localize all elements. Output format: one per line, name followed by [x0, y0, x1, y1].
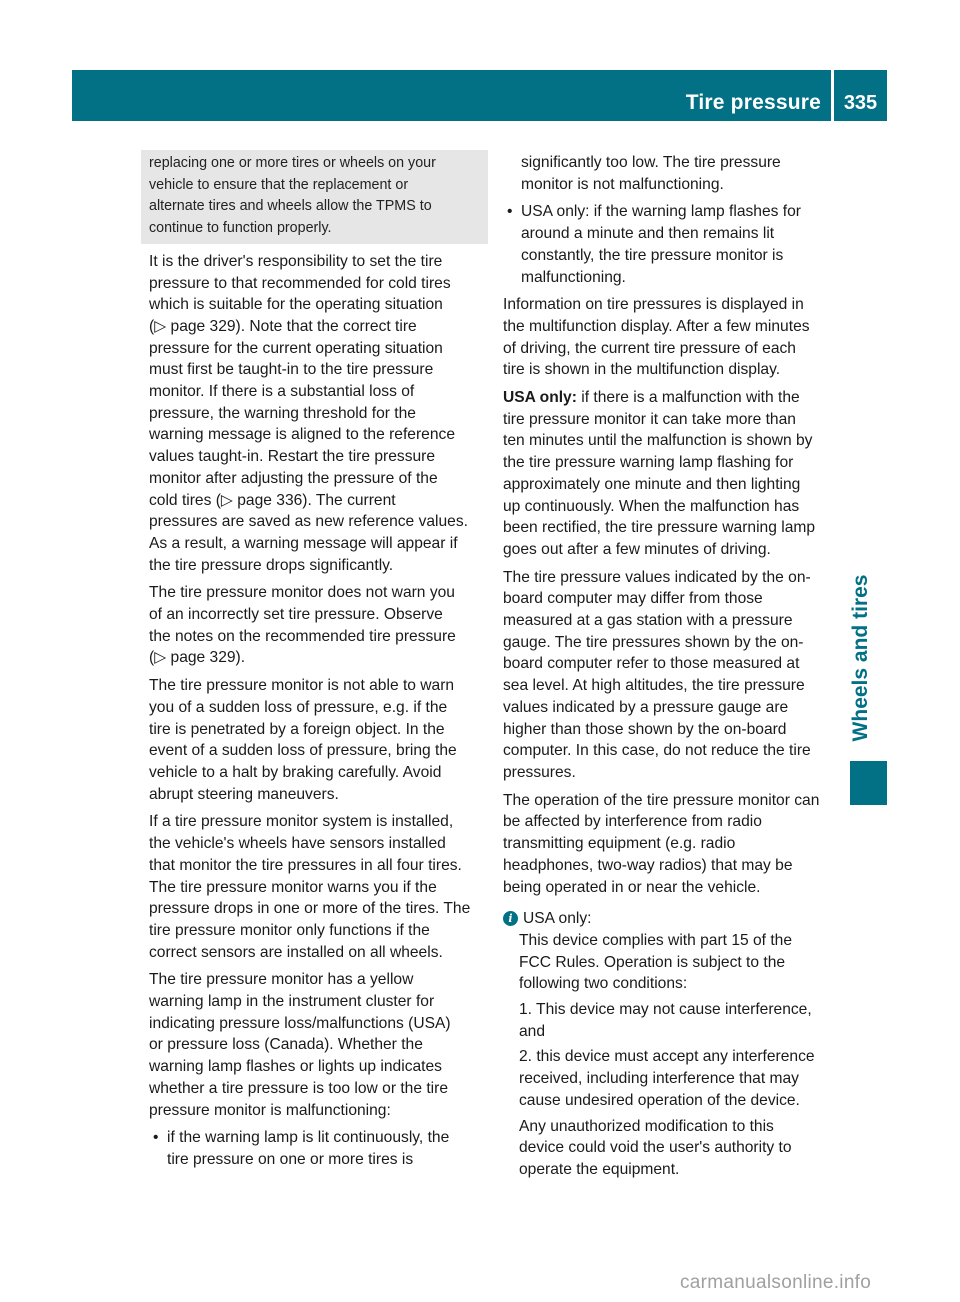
chapter-side-tab	[848, 565, 874, 750]
text-line: sea level. At high altitudes, the tire pressure	[503, 677, 805, 695]
bullet-icon: •	[507, 203, 513, 221]
text-line: following two conditions:	[519, 975, 688, 993]
text-line: measured at a gas station with a pressure	[503, 612, 793, 630]
text-line: The tire pressure monitor is not able to warn	[149, 677, 455, 695]
text-line: (▷ page 329). Note that the correct tire	[149, 317, 417, 335]
text-line: monitor. If there is a substantial loss of	[149, 383, 415, 401]
info-body	[519, 930, 838, 995]
text-line: The tire pressure monitor does not warn you	[149, 584, 455, 602]
page-number-box	[834, 70, 887, 121]
text-line: values indicated by a pressure gauge are	[503, 698, 789, 716]
text-line: device could void the user's authority to	[519, 1139, 792, 1157]
paragraph-sudden-loss	[149, 675, 482, 805]
text-line: pressure, the warning threshold for the	[149, 404, 416, 422]
bullet-text	[521, 152, 838, 195]
text-line: tire is shown in the multifunction display.	[503, 361, 781, 379]
text-line: significantly too low. The tire pressure	[521, 154, 781, 171]
text-line: malfunctioning.	[521, 268, 626, 286]
bullet-usa-flashes	[503, 201, 838, 288]
text-line: values taught-in. Restart the tire pressure	[149, 448, 436, 466]
bullet-text	[521, 201, 838, 288]
paragraph-warning-lamp	[149, 969, 482, 1121]
right-column	[503, 152, 838, 1181]
text-line: if the warning lamp is lit continuously, the	[167, 1129, 450, 1147]
watermark: carmanualsonline.info	[680, 1272, 872, 1293]
text-line: This device complies with part 15 of the	[519, 931, 793, 949]
text-line: vehicle to a halt by braking carefully. Avoid	[149, 763, 442, 781]
text-line: board computer may differ from those	[503, 590, 763, 608]
text-line: the tire pressure drops significantly.	[149, 556, 394, 574]
text-line: computer. In this case, do not reduce the tire	[503, 742, 811, 760]
text-line: monitor is not malfunctioning.	[521, 175, 724, 193]
text-line: indicating pressure loss/malfunctions (USA)	[149, 1014, 451, 1032]
text-line: goes out after a few minutes of driving.	[503, 540, 771, 558]
text-line: which is suitable for the operating situation	[149, 296, 443, 314]
text-line: whether a tire pressure is too low or the tire	[149, 1079, 449, 1097]
info-closing	[519, 1116, 838, 1181]
info-condition-1	[519, 999, 838, 1042]
text-line: operate the equipment.	[519, 1160, 680, 1178]
text-line: continue to function properly.	[149, 220, 332, 237]
text-line: pressures.	[503, 763, 576, 781]
section-title: Tire pressure	[685, 91, 821, 114]
text-line: correct sensors are installed on all wheels.	[149, 943, 443, 961]
text-line: 2. this device must accept any interference	[519, 1048, 815, 1066]
text-line: warning message is aligned to the reference	[149, 426, 455, 444]
text-line: of driving, the current tire pressure of each	[503, 339, 796, 357]
text-line: 1. This device may not cause interference,	[519, 1001, 812, 1019]
text-line: pressure drops in one or more of the tires. The	[149, 900, 471, 918]
text-line: received, including interference that may	[519, 1070, 799, 1088]
paragraph-usa-malfunction	[503, 387, 838, 561]
text-line: FCC Rules. Operation is subject to the	[519, 953, 786, 971]
note-box	[141, 150, 488, 244]
text-line: ten minutes until the malfunction is shown by	[503, 432, 813, 450]
text-line: being operated in or near the vehicle.	[503, 878, 761, 896]
text-line: the tire pressure warning lamp flashing for	[503, 454, 794, 472]
text-line: must first be taught-in to the tire pressure	[149, 361, 434, 379]
text-line: gauge. The tire pressures shown by the on-	[503, 633, 804, 651]
bullet-icon: •	[153, 1129, 159, 1147]
text-line: As a result, a warning message will appear if	[149, 534, 458, 552]
info-condition-2	[519, 1046, 838, 1111]
text-line: The tire pressure monitor warns you if the	[149, 878, 437, 896]
text-line: event of a sudden loss of pressure, bring the	[149, 742, 457, 760]
text-line: If a tire pressure monitor system is installed,	[149, 813, 454, 831]
text-line: The tire pressure monitor has a yellow	[149, 971, 414, 989]
text-line: vehicle to ensure that the replacement or	[149, 176, 409, 193]
info-icon: i	[503, 911, 518, 926]
text-line: the vehicle's wheels have sensors installed	[149, 835, 446, 853]
text-line: It is the driver's responsibility to set the tire	[149, 252, 443, 270]
text-line: or pressure loss (Canada). Whether the	[149, 1036, 423, 1054]
bullet-lit-continuously-continued	[503, 152, 838, 195]
usa-remaining-lines	[503, 409, 838, 561]
usa-only-label: USA only:	[503, 389, 577, 407]
paragraph-interference	[503, 790, 838, 899]
text-line: cause undesired operation of the device.	[519, 1091, 800, 1109]
text-line: be affected by interference from radio	[503, 813, 762, 831]
text-line: tire pressure monitor only functions if the	[149, 921, 430, 939]
text-line: warning lamp in the instrument cluster for	[149, 993, 435, 1011]
text-line: the notes on the recommended tire pressure	[149, 627, 456, 645]
page-number: 335	[843, 92, 878, 114]
info-note	[503, 908, 838, 1180]
text-line: that monitor the tire pressures in all four tires.	[149, 856, 462, 874]
text-line: alternate tires and wheels allow the TPMS to	[149, 198, 432, 215]
text-line: abrupt steering maneuvers.	[149, 785, 339, 803]
text-line: the multifunction display. After a few minutes	[503, 317, 810, 335]
text-line: transmitting equipment (e.g. radio	[503, 835, 736, 853]
text-line: up continuously. When the malfunction has	[503, 497, 800, 515]
text-line: Any unauthorized modification to this	[519, 1117, 774, 1135]
text-line: The tire pressure values indicated by the on-	[503, 568, 811, 586]
paragraph-responsibility	[149, 251, 482, 577]
text-line: tire is penetrated by a foreign object. In the	[149, 720, 445, 738]
text-line: monitor after adjusting the pressure of the	[149, 469, 438, 487]
text-line: and	[519, 1022, 546, 1040]
info-heading: USA only:	[523, 910, 592, 928]
text-line: (▷ page 329).	[149, 649, 246, 667]
bullet-lit-continuously	[149, 1127, 482, 1170]
text-line: higher than those shown by the on-board	[503, 720, 787, 738]
text-line: constantly, the tire pressure monitor is	[521, 246, 784, 264]
text-line: replacing one or more tires or wheels on your	[149, 155, 436, 171]
text-line: headphones, two-way radios) that may be	[503, 856, 793, 874]
text-line: cold tires (▷ page 336). The current	[149, 491, 396, 509]
paragraph-multifunction-display	[503, 294, 838, 381]
text-line: tire pressure monitor it can take more than	[503, 410, 796, 428]
text-line: of an incorrectly set tire pressure. Observe	[149, 606, 443, 624]
text-line: pressure to that recommended for cold tires	[149, 274, 451, 292]
text-line: you of a sudden loss of pressure, e.g. if the	[149, 698, 448, 716]
text-line: pressure for the current operating situation	[149, 339, 443, 357]
chapter-side-marker	[850, 761, 887, 805]
text-line: pressure monitor is malfunctioning:	[149, 1101, 391, 1119]
bullet-text	[167, 1127, 482, 1170]
text-line: been rectified, the tire pressure warning lamp	[503, 519, 816, 537]
text-line: board computer refer to those measured at	[503, 655, 800, 673]
chapter-side-tab-label: Wheels and tires	[849, 574, 872, 741]
paragraph-incorrect-pressure	[149, 582, 482, 669]
left-column	[149, 150, 482, 1177]
text-line: Information on tire pressures is displayed in	[503, 296, 804, 314]
text-line: pressures are saved as new reference values.	[149, 513, 468, 531]
text-line: USA only: if the warning lamp flashes for	[521, 203, 801, 221]
paragraph-pressure-values	[503, 567, 838, 784]
text-line: tire pressure on one or more tires is	[167, 1150, 414, 1168]
header-bar	[72, 70, 831, 121]
text-line: around a minute and then remains lit	[521, 225, 775, 243]
usa-first-line: if there is a malfunction with the	[576, 389, 800, 407]
paragraph-sensors	[149, 811, 482, 963]
text-line: warning lamp flashes or lights up indicates	[149, 1058, 442, 1076]
text-line: The operation of the tire pressure monitor can	[503, 791, 820, 809]
text-line: approximately one minute and then lighting	[503, 475, 801, 493]
